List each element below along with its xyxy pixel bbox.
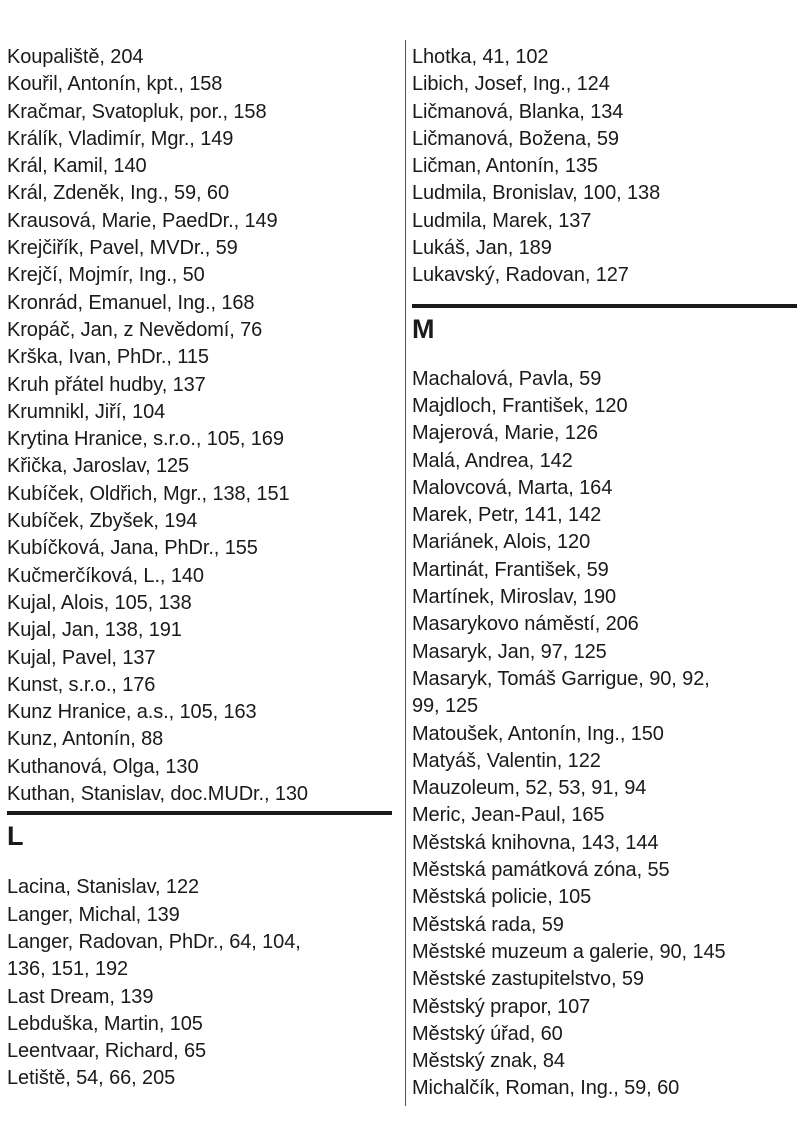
index-entry: Kruh přátel hudby, 137 (7, 373, 206, 396)
index-entry: 99, 125 (412, 695, 479, 718)
index-entry: Ludmila, Marek, 137 (412, 209, 592, 232)
index-entry: Machalová, Pavla, 59 (412, 367, 602, 390)
index-entry: Matoušek, Antonín, Ing., 150 (412, 722, 664, 745)
index-entry: Krausová, Marie, PaedDr., 149 (7, 209, 278, 232)
index-entry: Králík, Vladimír, Mgr., 149 (7, 127, 234, 150)
index-entry: Král, Kamil, 140 (7, 155, 147, 178)
index-entry: Kuthanová, Olga, 130 (7, 755, 199, 778)
index-entry: Městská policie, 105 (412, 886, 592, 909)
index-entry: Městská rada, 59 (412, 913, 564, 936)
index-entry: Langer, Michal, 139 (7, 903, 180, 926)
index-entry: Městské zastupitelstvo, 59 (412, 968, 644, 991)
index-entry: Kujal, Pavel, 137 (7, 646, 156, 669)
index-entry: Křička, Jaroslav, 125 (7, 455, 190, 478)
index-entry: Marek, Petr, 141, 142 (412, 504, 602, 527)
index-entry: Kronrád, Emanuel, Ing., 168 (7, 291, 255, 314)
index-entry: Koupaliště, 204 (7, 46, 144, 68)
section-rule-l (7, 811, 392, 815)
index-entry: Krejčí, Mojmír, Ing., 50 (7, 264, 205, 287)
index-entry: Ličman, Antonín, 135 (412, 155, 598, 178)
index-entry: Malá, Andrea, 142 (412, 449, 573, 472)
index-entry: Lukáš, Jan, 189 (412, 237, 552, 260)
index-entry: Kučmerčíková, L., 140 (7, 564, 204, 587)
index-entry: 136, 151, 192 (7, 958, 129, 981)
entries-l-cont (412, 44, 797, 290)
index-entry: Martinát, František, 59 (412, 558, 609, 581)
index-entry: Král, Zdeněk, Ing., 59, 60 (7, 182, 229, 205)
index-entry: Lhotka, 41, 102 (412, 46, 549, 68)
index-column-left (7, 0, 392, 1093)
index-entry: Kunz, Antonín, 88 (7, 728, 164, 751)
index-entry: Městský úřad, 60 (412, 1022, 563, 1045)
index-entry: Matyáš, Valentin, 122 (412, 749, 601, 772)
entries-k (7, 44, 392, 808)
index-entry: Kubíček, Oldřich, Mgr., 138, 151 (7, 482, 290, 505)
index-entry: Masaryk, Tomáš Garrigue, 90, 92, (412, 667, 710, 690)
index-entry: Krumnikl, Jiří, 104 (7, 400, 166, 423)
index-entry: Městská knihovna, 143, 144 (412, 831, 659, 854)
entries-m (412, 366, 797, 1103)
index-entry: Kubíčková, Jana, PhDr., 155 (7, 537, 258, 560)
index-entry: Kuthan, Stanislav, doc.MUDr., 130 (7, 783, 308, 806)
index-column-right (412, 0, 797, 1103)
column-divider (405, 40, 406, 1106)
section-rule-m (412, 304, 797, 308)
index-entry: Majdloch, František, 120 (412, 394, 628, 417)
index-entry: Lebduška, Martin, 105 (7, 1012, 203, 1035)
index-entry: Ludmila, Bronislav, 100, 138 (412, 182, 661, 205)
index-entry: Kubíček, Zbyšek, 194 (7, 510, 198, 533)
entries-l (7, 874, 392, 1092)
index-entry: Libich, Josef, Ing., 124 (412, 73, 610, 96)
index-entry: Městská památková zóna, 55 (412, 859, 670, 882)
index-entry: Majerová, Marie, 126 (412, 422, 598, 445)
index-entry: Ličmanová, Blanka, 134 (412, 100, 624, 123)
index-entry: Krytina Hranice, s.r.o., 105, 169 (7, 428, 284, 451)
index-entry: Meric, Jean-Paul, 165 (412, 804, 605, 827)
index-entry: Mauzoleum, 52, 53, 91, 94 (412, 777, 647, 800)
index-entry: Lukavský, Radovan, 127 (412, 264, 629, 287)
section-letter-l: L (7, 821, 24, 852)
index-entry: Krejčiřík, Pavel, MVDr., 59 (7, 237, 238, 260)
section-letter-m: M (412, 313, 435, 344)
index-entry: Masaryk, Jan, 97, 125 (412, 640, 607, 663)
index-entry: Langer, Radovan, PhDr., 64, 104, (7, 930, 301, 953)
index-entry: Krška, Ivan, PhDr., 115 (7, 346, 209, 369)
index-entry: Masarykovo náměstí, 206 (412, 613, 639, 636)
index-entry: Letiště, 54, 66, 205 (7, 1067, 176, 1090)
index-entry: Městské muzeum a galerie, 90, 145 (412, 940, 726, 963)
index-entry: Malovcová, Marta, 164 (412, 476, 613, 499)
index-entry: Mariánek, Alois, 120 (412, 531, 591, 554)
index-entry: Městský znak, 84 (412, 1050, 565, 1073)
index-entry: Kunz Hranice, a.s., 105, 163 (7, 701, 257, 724)
index-entry: Kujal, Alois, 105, 138 (7, 591, 192, 614)
index-entry: Martínek, Miroslav, 190 (412, 586, 617, 609)
index-entry: Městský prapor, 107 (412, 995, 591, 1018)
index-entry: Michalčík, Roman, Ing., 59, 60 (412, 1077, 680, 1100)
index-entry: Kujal, Jan, 138, 191 (7, 619, 182, 642)
index-entry: Kropáč, Jan, z Nevědomí, 76 (7, 318, 263, 341)
index-entry: Last Dream, 139 (7, 985, 154, 1008)
index-entry: Kouřil, Antonín, kpt., 158 (7, 73, 223, 96)
index-entry: Leentvaar, Richard, 65 (7, 1040, 207, 1063)
index-entry: Kračmar, Svatopluk, por., 158 (7, 100, 267, 123)
index-entry: Ličmanová, Božena, 59 (412, 127, 619, 150)
index-entry: Lacina, Stanislav, 122 (7, 876, 199, 899)
index-entry: Kunst, s.r.o., 176 (7, 673, 156, 696)
